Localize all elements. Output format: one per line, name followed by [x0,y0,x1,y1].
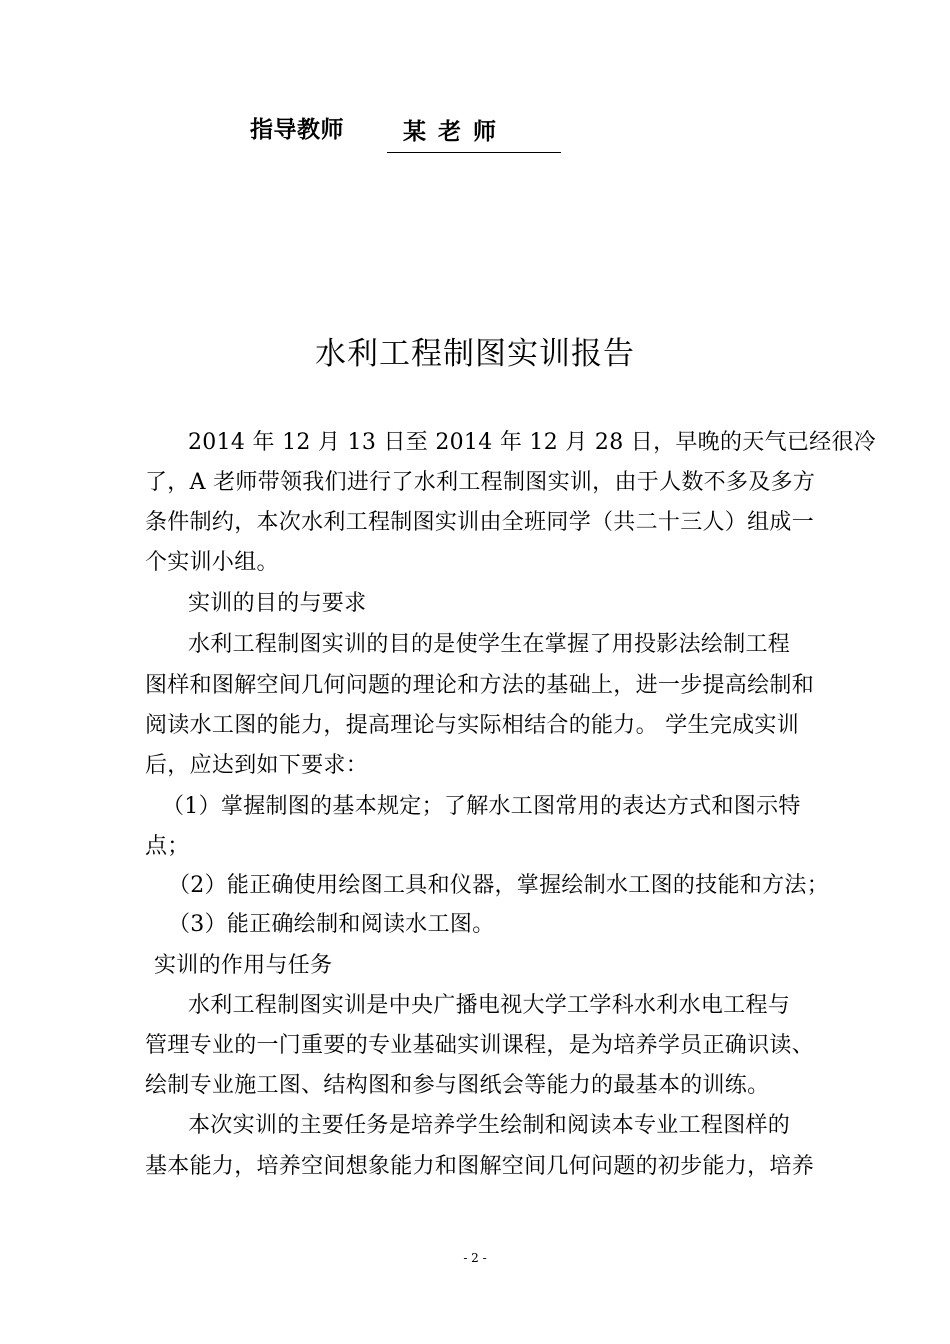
body-line: 后，应达到如下要求： [145,753,369,778]
advisor-name: 某老师 [403,119,508,145]
body-line: 条件制约，本次水利工程制图实训由全班同学（共二十三人）组成一 [145,510,815,535]
report-title: 水利工程制图实训报告 [315,336,635,372]
body-line: 管理专业的一门重要的专业基础实训课程，是为培养学员正确识读、 [145,1033,815,1058]
section-heading: 实训的作用与任务 [154,953,333,978]
list-item-continuation: 点； [145,834,190,859]
body-line: 水利工程制图实训的目的是使学生在掌握了用投影法绘制工程 [188,632,791,657]
body-line: 阅读水工图的能力，提高理论与实际相结合的能力。 学生完成实训 [145,713,799,738]
body-line: 绘制专业施工图、结构图和参与图纸会等能力的最基本的训练。 [145,1073,770,1098]
list-item: （3）能正确绘制和阅读水工图。 [168,912,495,937]
body-line: 本次实训的主要任务是培养学生绘制和阅读本专业工程图样的 [188,1113,791,1138]
body-line: 了，A 老师带领我们进行了水利工程制图实训，由于人数不多及多方 [145,470,816,495]
advisor-underline [387,152,561,153]
body-line: 个实训小组。 [145,550,279,575]
list-item: （2）能正确使用绘图工具和仪器，掌握绘制水工图的技能和方法； [168,873,829,898]
section-heading: 实训的目的与要求 [188,591,367,616]
body-line: 水利工程制图实训是中央广播电视大学工学科水利水电工程与 [188,993,791,1018]
advisor-label: 指导教师 [250,117,344,143]
page-number: - 2 - [463,1251,487,1265]
body-line: 图样和图解空间几何问题的理论和方法的基础上，进一步提高绘制和 [145,673,815,698]
body-line: 2014 年 12 月 13 日至 2014 年 12 月 28 日，早晚的天气已经很冷 [188,430,877,455]
body-line: 基本能力，培养空间想象能力和图解空间几何问题的初步能力，培养 [145,1154,815,1179]
list-item: （1）掌握制图的基本规定；了解水工图常用的表达方式和图示特 [162,794,801,819]
